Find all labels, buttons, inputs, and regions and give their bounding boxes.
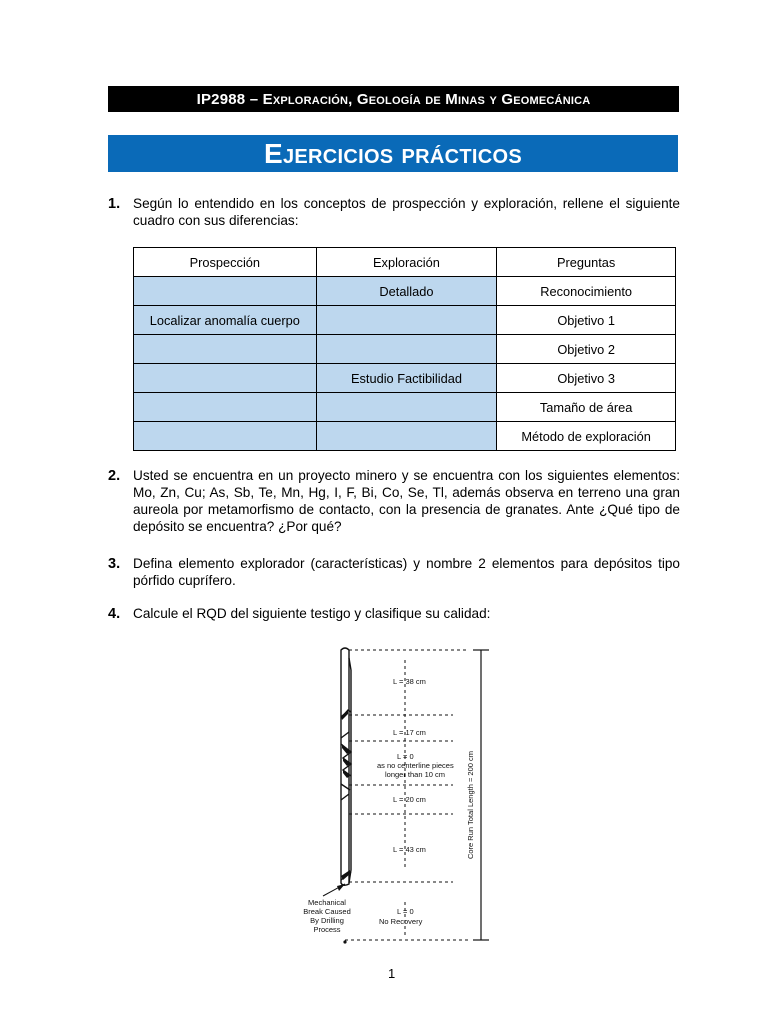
question-1 xyxy=(108,195,680,229)
table-header-row xyxy=(134,248,676,277)
segment-note: longer than 10 cm xyxy=(385,770,446,779)
segment-note: as no centerline pieces xyxy=(377,761,454,770)
table-cell[interactable] xyxy=(134,393,317,422)
core-rqd-figure xyxy=(293,640,498,950)
segment-note: No Recovery xyxy=(379,917,423,926)
table-cell[interactable] xyxy=(316,335,497,364)
table-cell: Método de exploración xyxy=(497,422,676,451)
course-title: IP2988 – Exploración, Geología de Minas y Geomecánica xyxy=(196,90,591,108)
table-cell[interactable] xyxy=(134,422,317,451)
question-4 xyxy=(108,605,680,622)
callout-line: Break Caused xyxy=(303,907,351,916)
segment-label: L = 38 cm xyxy=(393,677,426,686)
table-cell: Objetivo 1 xyxy=(497,306,676,335)
table-row xyxy=(134,335,676,364)
question-text: Calcule el RQD del siguiente testigo y clasifique su calidad: xyxy=(133,606,491,621)
table-cell: Objetivo 2 xyxy=(497,335,676,364)
table-row xyxy=(134,306,676,335)
header-cell: Prospección xyxy=(134,248,317,277)
table-row xyxy=(134,364,676,393)
course-header-bar xyxy=(108,86,679,112)
table-row xyxy=(134,422,676,451)
table-cell: Reconocimiento xyxy=(497,277,676,306)
callout-line: Mechanical xyxy=(308,898,346,907)
total-length-label: Core Run Total Length = 200 cm xyxy=(466,750,475,860)
question-text: Defina elemento explorador (características) y nombre 2 elementos para depósitos tipo pórfido cuprífero. xyxy=(133,556,680,588)
header-cell: Exploración xyxy=(316,248,497,277)
table-row xyxy=(134,393,676,422)
callout-line: By Drilling xyxy=(310,916,344,925)
header-cell: Preguntas xyxy=(497,248,676,277)
segment-label: L = 43 cm xyxy=(393,845,426,854)
table-cell[interactable]: Detallado xyxy=(316,277,497,306)
table-cell[interactable] xyxy=(316,422,497,451)
question-text: Usted se encuentra en un proyecto minero y se encuentra con los siguientes elementos: Mo, Zn, Cu; As, Sb, Te, Mn, Hg, I, F, Bi, Co, Se, Tl, además observa en terreno una gran aureola por metamorfismo de contacto, con la presencia de granates. Ante ¿Qué tipo de depósito se encuentra? ¿Por qué? xyxy=(133,468,680,534)
document-title: Ejercicios prácticos xyxy=(263,137,523,169)
page-number: 1 xyxy=(388,966,396,981)
segment-label: L = 0 xyxy=(397,907,414,916)
question-3 xyxy=(108,555,680,589)
segment-label: L = 17 cm xyxy=(393,728,426,737)
table-cell[interactable] xyxy=(316,306,497,335)
question-number: 1. xyxy=(108,196,121,212)
question-2 xyxy=(108,467,680,535)
table-cell: Objetivo 3 xyxy=(497,364,676,393)
table-cell: Tamaño de área xyxy=(497,393,676,422)
question-number: 4. xyxy=(108,606,121,622)
table-cell[interactable] xyxy=(316,393,497,422)
segment-label: L = 20 cm xyxy=(393,795,426,804)
comparison-table xyxy=(133,247,676,451)
table-cell[interactable]: Localizar anomalía cuerpo xyxy=(134,306,317,335)
segment-label: L = 0 xyxy=(397,752,414,761)
table-cell[interactable]: Estudio Factibilidad xyxy=(316,364,497,393)
table-row xyxy=(134,277,676,306)
question-number: 2. xyxy=(108,468,121,484)
callout-line: Process xyxy=(313,925,341,934)
table-cell[interactable] xyxy=(134,335,317,364)
table-cell[interactable] xyxy=(134,277,317,306)
question-text: Según lo entendido en los conceptos de prospección y exploración, rellene el siguiente cuadro con sus diferencias: xyxy=(133,196,680,228)
document-title-bar xyxy=(108,135,678,172)
table-cell[interactable] xyxy=(134,364,317,393)
question-number: 3. xyxy=(108,556,121,572)
